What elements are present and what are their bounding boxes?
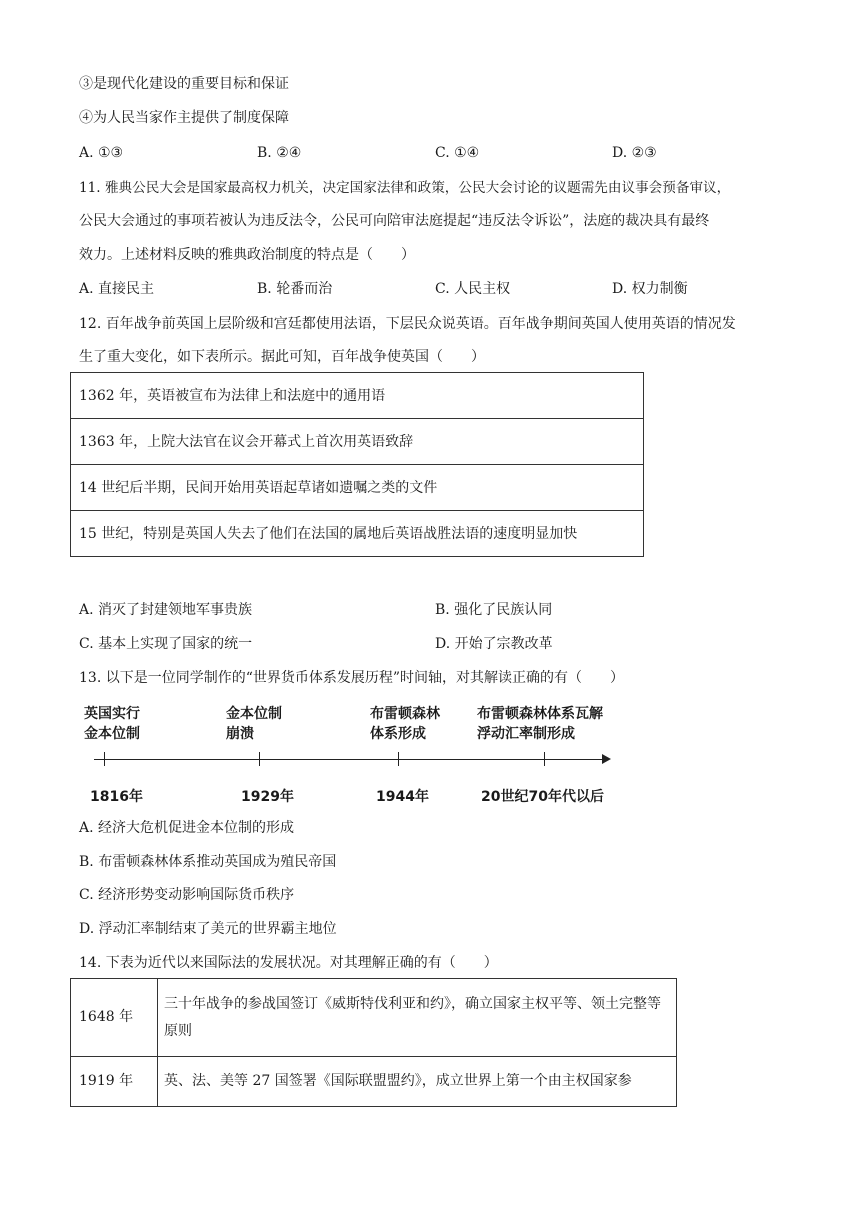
table-cell-year: 1919 年 [71, 1057, 158, 1107]
q12-option-a: A. 消灭了封建领地军事贵族 [79, 602, 253, 618]
table-row [71, 511, 644, 557]
q10-option-c: C. ①④ [435, 145, 480, 161]
q14-stem: 14. 下表为近代以来国际法的发展状况。对其理解正确的有（ ） [79, 955, 498, 971]
timeline-year: 1929年 [241, 789, 294, 805]
timeline-tick [259, 752, 260, 766]
q11-option-a: A. 直接民主 [79, 281, 155, 297]
q12-option-b: B. 强化了民族认同 [435, 602, 553, 618]
timeline-label: 布雷顿森林体系瓦解 [477, 706, 603, 722]
timeline-label: 崩溃 [226, 726, 254, 742]
q11-option-d: D. 权力制衡 [612, 281, 688, 297]
timeline-tick [544, 752, 545, 766]
timeline-label: 体系形成 [370, 726, 426, 742]
q11-stem-line-2: 公民大会通过的事项若被认为违反法令，公民可向陪审法庭提起“违反法令诉讼”，法庭的裁决具有最终 [79, 213, 710, 229]
table-cell-text: 英、法、美等 27 国签署《国际联盟盟约》，成立世界上第一个由主权国家参 [158, 1057, 677, 1107]
q13-option-d: D. 浮动汇率制结束了美元的世界霸主地位 [79, 921, 337, 937]
timeline-tick [104, 752, 105, 766]
q13-option-a: A. 经济大危机促进金本位制的形成 [79, 820, 295, 836]
q13-option-b: B. 布雷顿森林体系推动英国成为殖民帝国 [79, 854, 337, 870]
q12-stem-line-2: 生了重大变化，如下表所示。据此可知，百年战争使英国（ ） [79, 349, 485, 365]
q11-stem-line-1: 11. 雅典公民大会是国家最高权力机关，决定国家法律和政策，公民大会讨论的议题需先由议事会预备审议， [79, 180, 731, 196]
q11-option-c: C. 人民主权 [435, 281, 511, 297]
timeline-label: 英国实行 [84, 706, 140, 722]
q11-stem-line-3: 效力。上述材料反映的雅典政治制度的特点是（ ） [79, 247, 415, 263]
q11-option-b: B. 轮番而治 [257, 281, 333, 297]
q10-option-a: A. ①③ [79, 145, 124, 161]
q10-item-3: ③是现代化建设的重要目标和保证 [79, 76, 289, 92]
table-row [71, 373, 644, 419]
timeline-label: 金本位制 [226, 706, 282, 722]
table-cell-year: 1648 年 [71, 979, 158, 1057]
timeline-label: 金本位制 [84, 726, 140, 742]
timeline-year: 1816年 [90, 789, 143, 805]
table-cell: 1362 年，英语被宣布为法律上和法庭中的通用语 [71, 373, 644, 419]
q12-option-c: C. 基本上实现了国家的统一 [79, 636, 253, 652]
timeline-year: 20世纪70年代以后 [481, 789, 604, 805]
arrow-right-icon [602, 754, 611, 764]
table-cell: 1363 年，上院大法官在议会开幕式上首次用英语致辞 [71, 419, 644, 465]
q14-table [70, 978, 677, 1107]
q10-item-4: ④为人民当家作主提供了制度保障 [79, 110, 289, 126]
q10-option-b: B. ②④ [257, 145, 302, 161]
table-cell: 14 世纪后半期，民间开始用英语起草诸如遗嘱之类的文件 [71, 465, 644, 511]
q10-option-d: D. ②③ [612, 145, 657, 161]
q12-table [70, 372, 644, 557]
q13-stem: 13. 以下是一位同学制作的“世界货币体系发展历程”时间轴，对其解读正确的有（ ） [79, 670, 625, 686]
timeline-label: 浮动汇率制形成 [477, 726, 575, 742]
table-row [71, 979, 677, 1057]
table-row [71, 419, 644, 465]
timeline [80, 703, 620, 813]
table-row [71, 465, 644, 511]
q12-option-d: D. 开始了宗教改革 [435, 636, 553, 652]
q12-stem-line-1: 12. 百年战争前英国上层阶级和宫廷都使用法语，下层民众说英语。百年战争期间英国人使用英语的情况发 [79, 316, 736, 332]
timeline-tick [398, 752, 399, 766]
q13-option-c: C. 经济形势变动影响国际货币秩序 [79, 887, 295, 903]
table-cell: 15 世纪，特别是英国人失去了他们在法国的属地后英语战胜法语的速度明显加快 [71, 511, 644, 557]
table-row [71, 1057, 677, 1107]
timeline-axis [94, 759, 606, 760]
timeline-label: 布雷顿森林 [370, 706, 440, 722]
timeline-year: 1944年 [376, 789, 429, 805]
table-cell-text: 三十年战争的参战国签订《威斯特伐利亚和约》，确立国家主权平等、领土完整等原则 [158, 979, 677, 1057]
